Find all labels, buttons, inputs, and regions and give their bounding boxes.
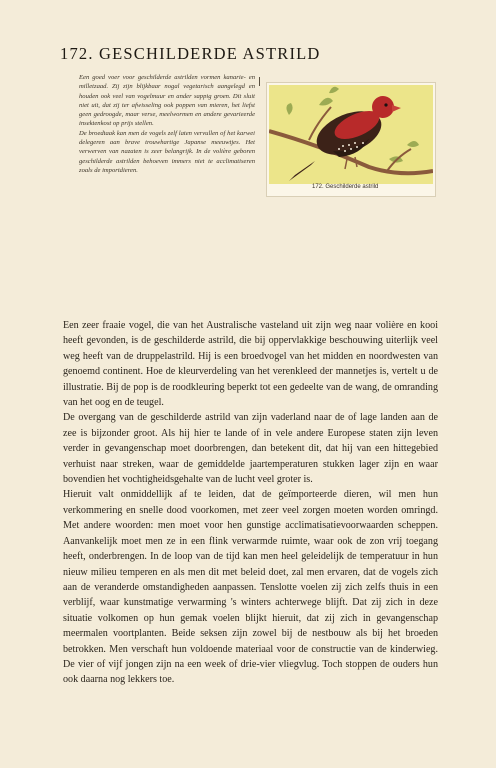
body-paragraph: Hieruit valt onmiddellijk af te leiden, dat de geïmporteerde dieren, wil men hun verkommering en snelle dood voorkomen, met zeer veel zorgen moeten worden omringd. Met andere woorden: men moet voor hen gunstige acclimatisatievoorwaarden scheppen. Aanvankelijk moet men ze in een flink verwarmde ruimte, waar ook de zon vrij toegang heeft, onderbrengen. In de loop van de tijd kan men heel geleidelijk de temperatuur in hun nieuw milieu temperen en als men dit met beleid doet, zal men ervaren, dat de vogels zich aan de veranderde omstandigheden aanpassen. Tenslotte voelen zij zich zelfs thuis in een verblijf, waar kunstmatige verwarming 's winters achterwege blijft. Dat zij zich in deze situatie volkomen op hun gemak voelen blijkt hieruit, dat zij zich in gevangenschap meermalen voortplanten. Beide seksen zijn zowel bij de nestbouw als bij het broeden betrokken. Men verschaft hun voldoende materiaal voor de constructie van de kinderwieg. De vier of vijf jongen zijn na een week of drie-vier vliegvlug. Toch stoppen de ouders hun ook daarna nog lekkers toe.: [63, 489, 438, 686]
intro-paragraph: De broedtaak kan men de vogels zelf laten vervullen of het karwei delegeren aan brave trouwhartige Japanse meeuwtjes. Het verwerven van nazaten is zeer belangrijk. In de volière geboren geschilderde astrilden behoeven immers niet te acclimatiseren zoals de importdieren.: [79, 129, 255, 174]
bird-illustration: [269, 85, 433, 184]
body-text: [63, 318, 438, 688]
page-title: 172. GESCHILDERDE ASTRILD: [60, 44, 321, 63]
body-paragraph: Een zeer fraaie vogel, die van het Australische vasteland uit zijn weg naar volière en kooi heeft gevonden, is de geschilderde astrild, die bij oppervlakkige beschouwing uiterlijk veel weg heeft van de druppelastrild. Hij is een broedvogel van het midden en noordwesten van genoemd continent. Hoe de kleurverdeling van het verenkleed der mannetjes is, vertelt u de illustratie. Bij de pop is de roodkleuring beperkt tot een gedeelte van de wang, de omranding van het oog en de teugel.: [63, 320, 438, 409]
intro-paragraph: Een goed voer voor geschilderde astrilden vormen kanarie- en milletzaad. Zij zijn blijkbaar nogal vegetarisch aangelegd en houden ook veel van vogelmuur en ander sappig groen. Dit sluit niet uit, dat zij ter afwisseling ook poppen van mieren, het liefst geen gedroogde, maar verse, meelwormen en andere gevarieerde insektenkost op prijs stellen.: [79, 74, 255, 128]
illustration-caption: 172. Geschilderde astrild: [312, 184, 379, 190]
intro-text: [79, 73, 255, 175]
body-paragraph: De overgang van de geschilderde astrild van zijn vaderland naar de of lage landen aan de zee is bijzonder groot. Als hij hier te lande of in vele andere Europese staten zijn leven verder in gevangenschap moet doorbrengen, dan betekent dit, dat hij van een hittegebied verhuist naar streken, waar de gemiddelde jaartemperaturen stukken lager zijn en waar bovendien het vochtigheidsgehalte van de lucht veel groter is.: [63, 412, 438, 486]
bird-illustration-card: [266, 82, 436, 197]
margin-mark: [259, 77, 260, 86]
